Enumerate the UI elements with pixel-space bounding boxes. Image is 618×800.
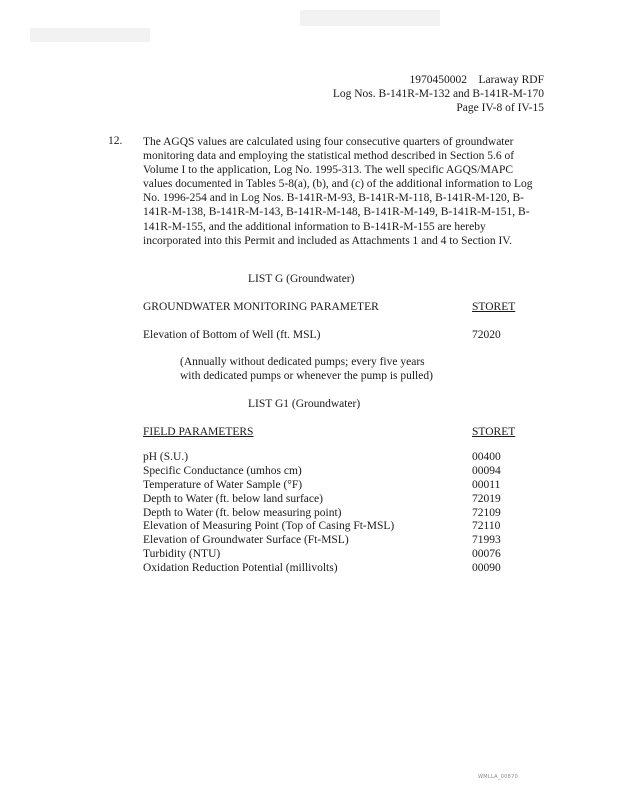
list-item — [143, 479, 523, 493]
list-g-row-value: 72020 — [472, 329, 501, 341]
list-item — [143, 520, 523, 534]
list-item — [143, 507, 523, 521]
parameter-storet: 00400 — [472, 451, 501, 463]
header-permit-line: 1970450002 Laraway RDF — [409, 74, 544, 86]
parameter-label: Elevation of Groundwater Surface (Ft-MSL) — [143, 534, 349, 547]
item-number: 12. — [108, 135, 123, 147]
parameter-storet: 71993 — [472, 534, 501, 547]
parameter-label: Depth to Water (ft. below measuring point) — [143, 506, 342, 519]
list-g1-header-row — [143, 426, 518, 440]
parameter-label: Elevation of Measuring Point (Top of Casing Ft-MSL) — [143, 520, 395, 533]
list-item — [143, 534, 523, 548]
list-g1-title: LIST G1 (Groundwater) — [248, 398, 361, 410]
bates-stamp: WMLLA_00870 — [478, 774, 519, 780]
parameter-label: Turbidity (NTU) — [143, 548, 221, 561]
parameter-label: Temperature of Water Sample (°F) — [143, 478, 303, 491]
list-item — [143, 451, 523, 465]
list-item — [143, 493, 523, 507]
note-line-1: (Annually without dedicated pumps; every five years — [180, 356, 425, 368]
scan-artifact — [30, 28, 150, 42]
header-page-line: Page IV-8 of IV-15 — [456, 102, 544, 114]
parameter-storet: 00090 — [472, 562, 501, 575]
list-g-row-label: Elevation of Bottom of Well (ft. MSL) — [143, 329, 321, 341]
list-g-note — [180, 355, 480, 383]
item-paragraph: The AGQS values are calculated using four consecutive quarters of groundwater monitoring data and employing the statistical method described in Section 5.6 of Volume I to the application, Log No. 1995-313. The well specific AGQS/MAPC values documented in Tables 5-8(a), (b), and (c) of the additional information to Log No. 1996-254 and in Log Nos. B-141R-M-93, B-141R-M-118, B-141R-M-120, B-141R-M-138, B-141R-M-143, B-141R-M-148, B-141R-M-149, B-141R-M-151, B-141R-M-155, and the additional information to B-141R-M-155 are hereby incorporated into this Permit and included as Attachments 1 and 4 to Section IV. — [143, 136, 533, 247]
list-g-row — [143, 329, 518, 343]
list-item — [143, 465, 523, 479]
list-g1-storet-header: STORET — [472, 426, 516, 438]
parameter-storet: 72019 — [472, 492, 501, 505]
parameter-label: Depth to Water (ft. below land surface) — [143, 492, 323, 505]
document-header — [333, 73, 544, 115]
scan-artifact — [300, 10, 440, 26]
list-g-title: LIST G (Groundwater) — [248, 273, 355, 285]
note-line-2: with dedicated pumps or whenever the pump is pulled) — [180, 370, 433, 382]
parameter-storet: 00094 — [472, 464, 501, 477]
list-g1-param-header: FIELD PARAMETERS — [143, 426, 254, 438]
list-item — [143, 548, 523, 562]
header-log-line: Log Nos. B-141R-M-132 and B-141R-M-170 — [332, 88, 544, 100]
list-g-header-row — [143, 301, 518, 315]
parameter-label: pH (S.U.) — [143, 451, 189, 463]
list-item — [143, 562, 523, 576]
field-parameters-list — [143, 451, 523, 576]
parameter-label: Specific Conductance (umhos cm) — [143, 464, 302, 477]
parameter-storet: 72110 — [472, 520, 501, 533]
parameter-storet: 00076 — [472, 548, 501, 561]
list-g-storet-header: STORET — [472, 301, 516, 313]
parameter-label: Oxidation Reduction Potential (millivolts) — [143, 562, 338, 575]
list-g-param-header: GROUNDWATER MONITORING PARAMETER — [143, 301, 379, 313]
parameter-storet: 72109 — [472, 506, 501, 519]
parameter-storet: 00011 — [472, 478, 501, 491]
